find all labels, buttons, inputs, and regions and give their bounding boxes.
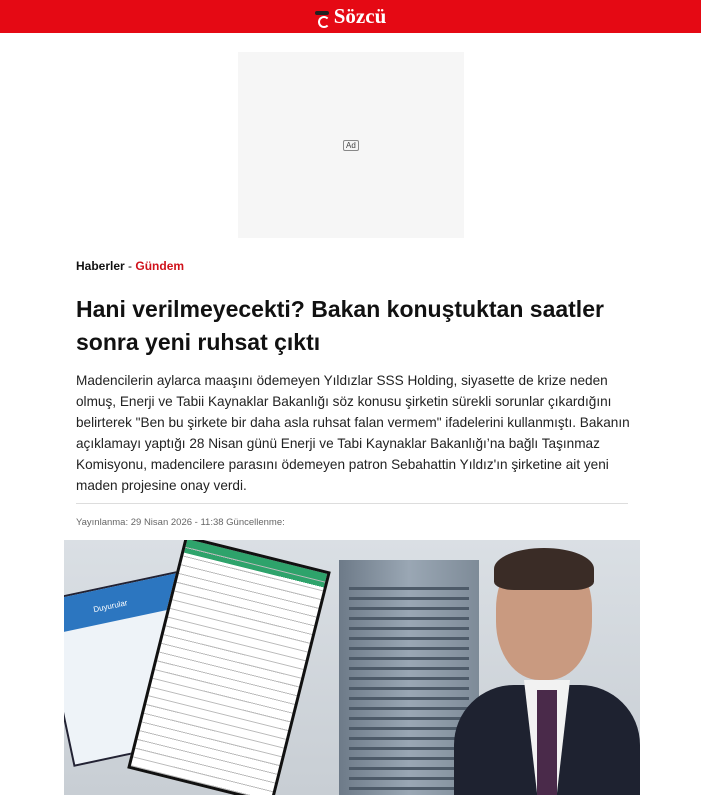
article-image bbox=[64, 540, 640, 795]
article-meta: Yayınlanma: 29 Nisan 2026 - 11:38 Güncellenme: bbox=[76, 517, 285, 528]
divider bbox=[76, 503, 628, 504]
article-title: Hani verilmeyecekti? Bakan konuştuktan saatler sonra yeni ruhsat çıktı bbox=[76, 296, 604, 355]
top-bar bbox=[0, 0, 701, 33]
person-illustration bbox=[454, 550, 640, 795]
logo-emblem-icon bbox=[315, 10, 331, 24]
logo-text: Sözcü bbox=[333, 4, 387, 28]
breadcrumb-section[interactable]: Haberler bbox=[76, 259, 125, 273]
document-header: Duyurular bbox=[64, 566, 220, 636]
breadcrumb bbox=[76, 259, 184, 273]
breadcrumb-separator: - bbox=[128, 259, 133, 273]
site-logo[interactable] bbox=[315, 4, 387, 29]
ad-slot[interactable] bbox=[238, 52, 464, 238]
ad-label: Ad bbox=[343, 140, 359, 151]
article-lead: Madencilerin aylarca maaşını ödemeyen Yıldızlar SSS Holding, siyasette de krize neden olmuş, Enerji ve Tabii Kaynaklar Bakanlığı söz konusu şirketin sürekli sorunlar çıkardığını belirterek "Ben bu şirkete bir daha asla ruhsat falan vermem" ifadelerini kullanmıştı. Bakanın açıklamayı yaptığı 28 Nisan günü Enerji ve Tabi Kaynaklar Bakanlığı’na bağlı Taşınmaz Komisyonu, madencilere parasını ödemeyen patron Sebahattin Yıldız'ın şirketine ait yeni maden projesine onay verdi. bbox=[76, 373, 630, 493]
breadcrumb-category[interactable]: Gündem bbox=[135, 259, 185, 273]
